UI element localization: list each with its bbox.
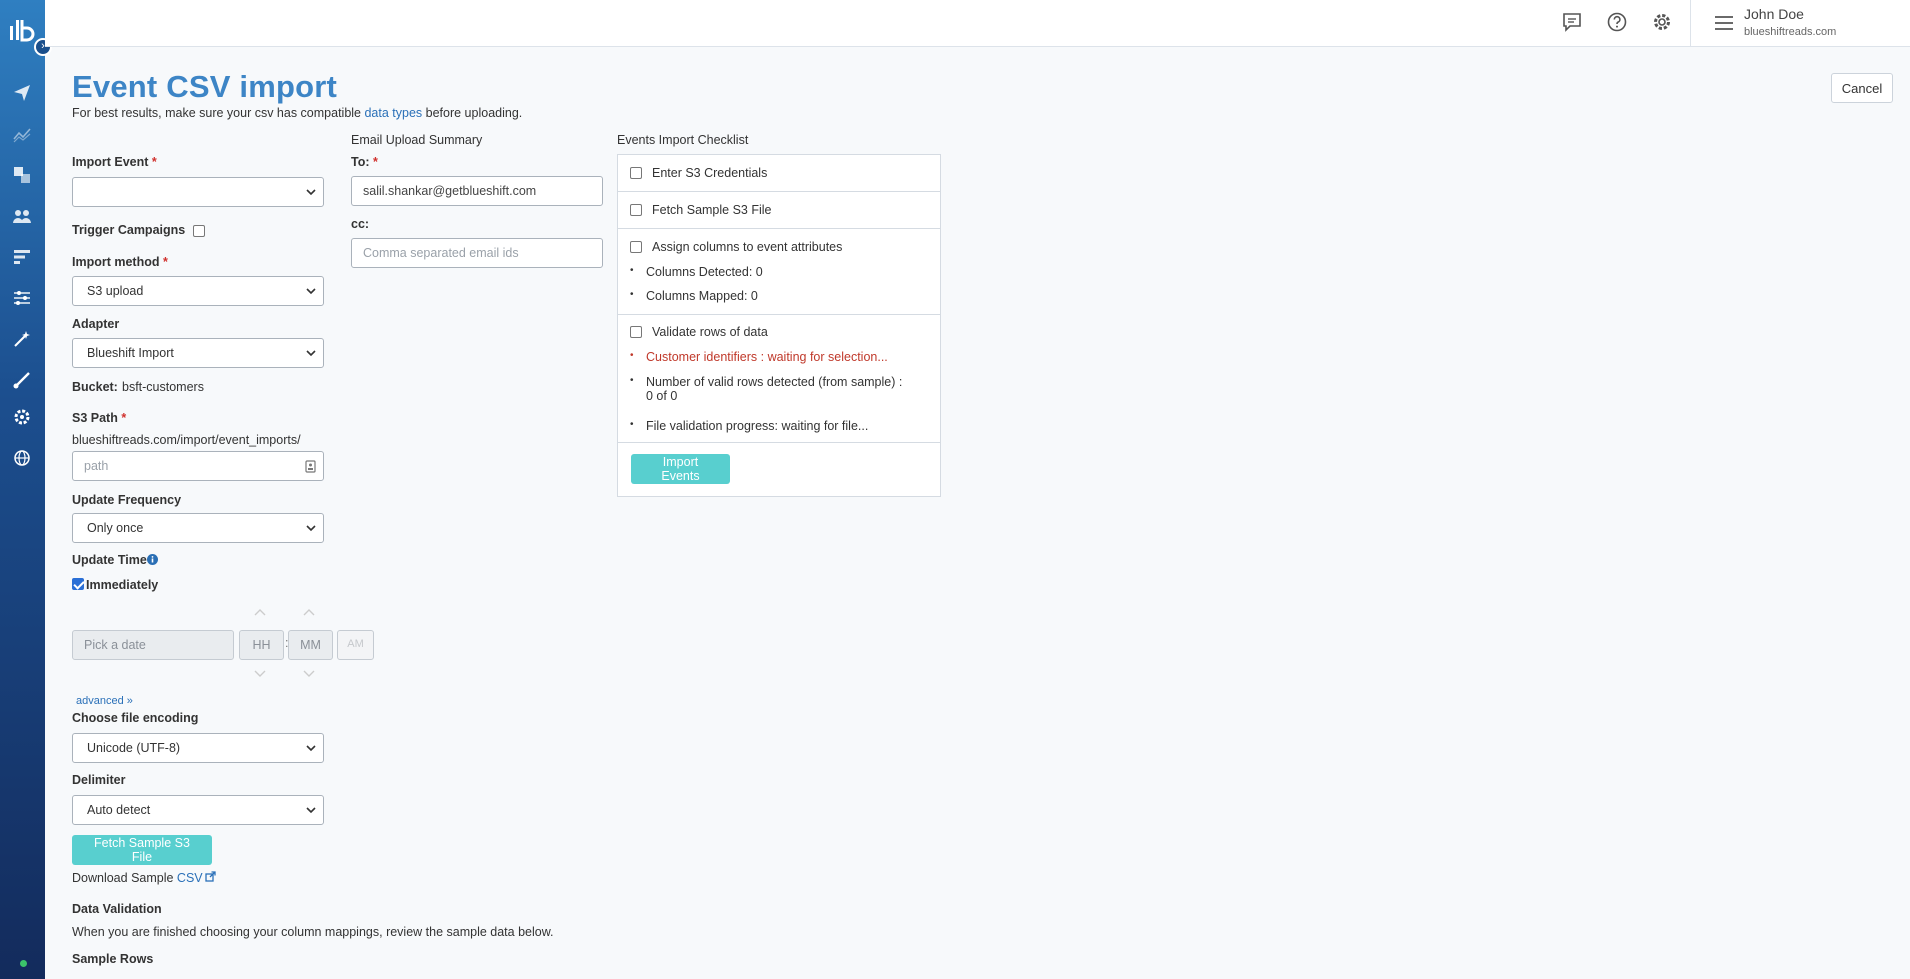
import-method-label: Import method *	[72, 255, 168, 269]
bucket-value: bsft-customers	[122, 380, 204, 394]
update-frequency-label: Update Frequency	[72, 493, 182, 507]
hamburger-menu-icon[interactable]	[1713, 12, 1735, 34]
import-event-label: Import Event *	[72, 155, 157, 169]
advanced-link[interactable]: advanced »	[76, 695, 133, 707]
checklist-item-assign-columns[interactable]: Assign columns to event attributes	[630, 240, 842, 254]
checklist-section-fetch	[618, 192, 940, 229]
segments-icon[interactable]	[13, 248, 31, 266]
contact-card-icon	[305, 460, 316, 473]
ampm-toggle[interactable]: AM	[337, 630, 374, 660]
delimiter-select[interactable]: Auto detect	[72, 795, 324, 825]
chevron-down-icon	[306, 187, 316, 197]
encoding-select[interactable]: Unicode (UTF-8)	[72, 733, 324, 763]
adapter-select[interactable]: Blueshift Import	[72, 338, 324, 368]
cc-email-input[interactable]: Comma separated email ids	[351, 238, 603, 268]
customers-icon[interactable]	[13, 207, 31, 225]
minute-down-icon[interactable]	[303, 670, 315, 678]
to-email-input[interactable]: salil.shankar@getblueshift.com	[351, 176, 603, 206]
date-picker-input[interactable]: Pick a date	[72, 630, 234, 660]
adapter-label: Adapter	[72, 317, 120, 331]
sample-rows-label: Sample Rows	[72, 952, 154, 966]
immediately-checkbox[interactable]	[72, 578, 84, 590]
columns-mapped: • Columns Mapped: 0	[630, 289, 758, 303]
bucket-label: Bucket:	[72, 380, 118, 394]
columns-detected: • Columns Detected: 0	[630, 265, 763, 279]
fetch-sample-button[interactable]: Fetch Sample S3 File	[72, 835, 212, 865]
help-icon[interactable]	[1606, 11, 1628, 33]
globe-icon[interactable]	[13, 449, 31, 467]
left-sidebar	[0, 0, 45, 979]
external-link-icon[interactable]	[205, 871, 216, 882]
checklist-title: Events Import Checklist	[617, 133, 749, 147]
valid-rows-status: • Number of valid rows detected (from sample) : 0 of 0	[630, 375, 902, 403]
import-event-select[interactable]	[72, 177, 324, 207]
minute-up-icon[interactable]	[303, 608, 315, 616]
top-bar	[45, 0, 1910, 47]
download-csv-link[interactable]: CSV	[176, 871, 203, 885]
update-time-label: Update Time	[72, 553, 147, 567]
encoding-label: Choose file encoding	[72, 711, 199, 725]
minute-input[interactable]: MM	[288, 630, 333, 660]
data-validation-text: When you are finished choosing your column mappings, review the sample data below.	[72, 925, 554, 939]
subtitle-text-end: before uploading.	[422, 106, 523, 120]
user-menu[interactable]	[1690, 0, 1910, 47]
fetch-sample-checkbox[interactable]	[630, 204, 642, 216]
checklist-section-columns	[618, 229, 940, 315]
s3-path-input[interactable]: path	[72, 451, 324, 481]
to-label: To: *	[351, 155, 378, 169]
s3-credentials-checkbox[interactable]	[630, 167, 642, 179]
import-method-select[interactable]: S3 upload	[72, 276, 324, 306]
time-separator: :	[285, 636, 289, 650]
user-name: John Doe	[1744, 6, 1804, 22]
checklist-section-validate	[618, 315, 940, 443]
checklist-section-credentials	[618, 155, 940, 192]
filters-icon[interactable]	[13, 289, 31, 307]
checklist-item-validate-rows[interactable]: Validate rows of data	[630, 325, 768, 339]
campaigns-icon[interactable]	[13, 84, 31, 102]
import-events-button[interactable]: Import Events	[631, 454, 730, 484]
blueshift-logo[interactable]	[9, 18, 37, 42]
email-summary-label: Email Upload Summary	[351, 133, 483, 147]
delimiter-label: Delimiter	[72, 773, 126, 787]
file-validation-status: • File validation progress: waiting for file...	[630, 419, 868, 433]
checklist-item-fetch-sample[interactable]: Fetch Sample S3 File	[630, 203, 772, 217]
sidebar-expand-icon[interactable]: ›	[34, 38, 52, 56]
data-validation-label: Data Validation	[72, 902, 162, 916]
validate-rows-checkbox[interactable]	[630, 326, 642, 338]
gear-icon[interactable]	[1651, 11, 1673, 33]
chat-icon[interactable]	[1561, 11, 1583, 33]
info-icon[interactable]	[147, 554, 158, 565]
download-sample	[72, 871, 203, 885]
cc-label: cc:	[351, 217, 370, 231]
assign-columns-checkbox[interactable]	[630, 241, 642, 253]
brush-icon[interactable]	[13, 371, 31, 389]
events-import-checklist	[617, 154, 941, 497]
trigger-campaigns-label: Trigger Campaigns	[72, 223, 186, 237]
s3-path-prefix: blueshiftreads.com/import/event_imports/	[72, 433, 301, 447]
page-title: Event CSV import	[72, 69, 338, 104]
chevron-down-icon	[306, 743, 316, 753]
status-dot	[20, 960, 27, 967]
chevron-down-icon	[306, 523, 316, 533]
chevron-down-icon	[306, 286, 316, 296]
download-sample-text: Download Sample	[72, 871, 177, 885]
catalog-icon[interactable]	[13, 166, 31, 184]
magic-wand-icon[interactable]	[13, 330, 31, 348]
trigger-campaigns-checkbox[interactable]	[193, 225, 205, 237]
hour-up-icon[interactable]	[254, 608, 266, 616]
data-types-link[interactable]: data types	[364, 106, 423, 120]
chevron-down-icon	[306, 805, 316, 815]
update-frequency-select[interactable]: Only once	[72, 513, 324, 543]
cancel-button[interactable]: Cancel	[1831, 73, 1893, 103]
settings-gear-icon[interactable]	[13, 408, 31, 426]
customer-identifiers-status: • Customer identifiers : waiting for selection...	[630, 350, 888, 364]
checklist-item-s3-credentials[interactable]: Enter S3 Credentials	[630, 166, 767, 180]
subtitle-text: For best results, make sure your csv has compatible	[72, 106, 365, 120]
user-org: blueshiftreads.com	[1744, 26, 1837, 38]
immediately-label: Immediately	[86, 578, 159, 592]
s3-path-label: S3 Path *	[72, 411, 127, 425]
hour-down-icon[interactable]	[254, 670, 266, 678]
hour-input[interactable]: HH	[239, 630, 284, 660]
page-subtitle	[72, 106, 522, 120]
chevron-down-icon	[306, 348, 316, 358]
analytics-icon[interactable]	[13, 125, 31, 143]
